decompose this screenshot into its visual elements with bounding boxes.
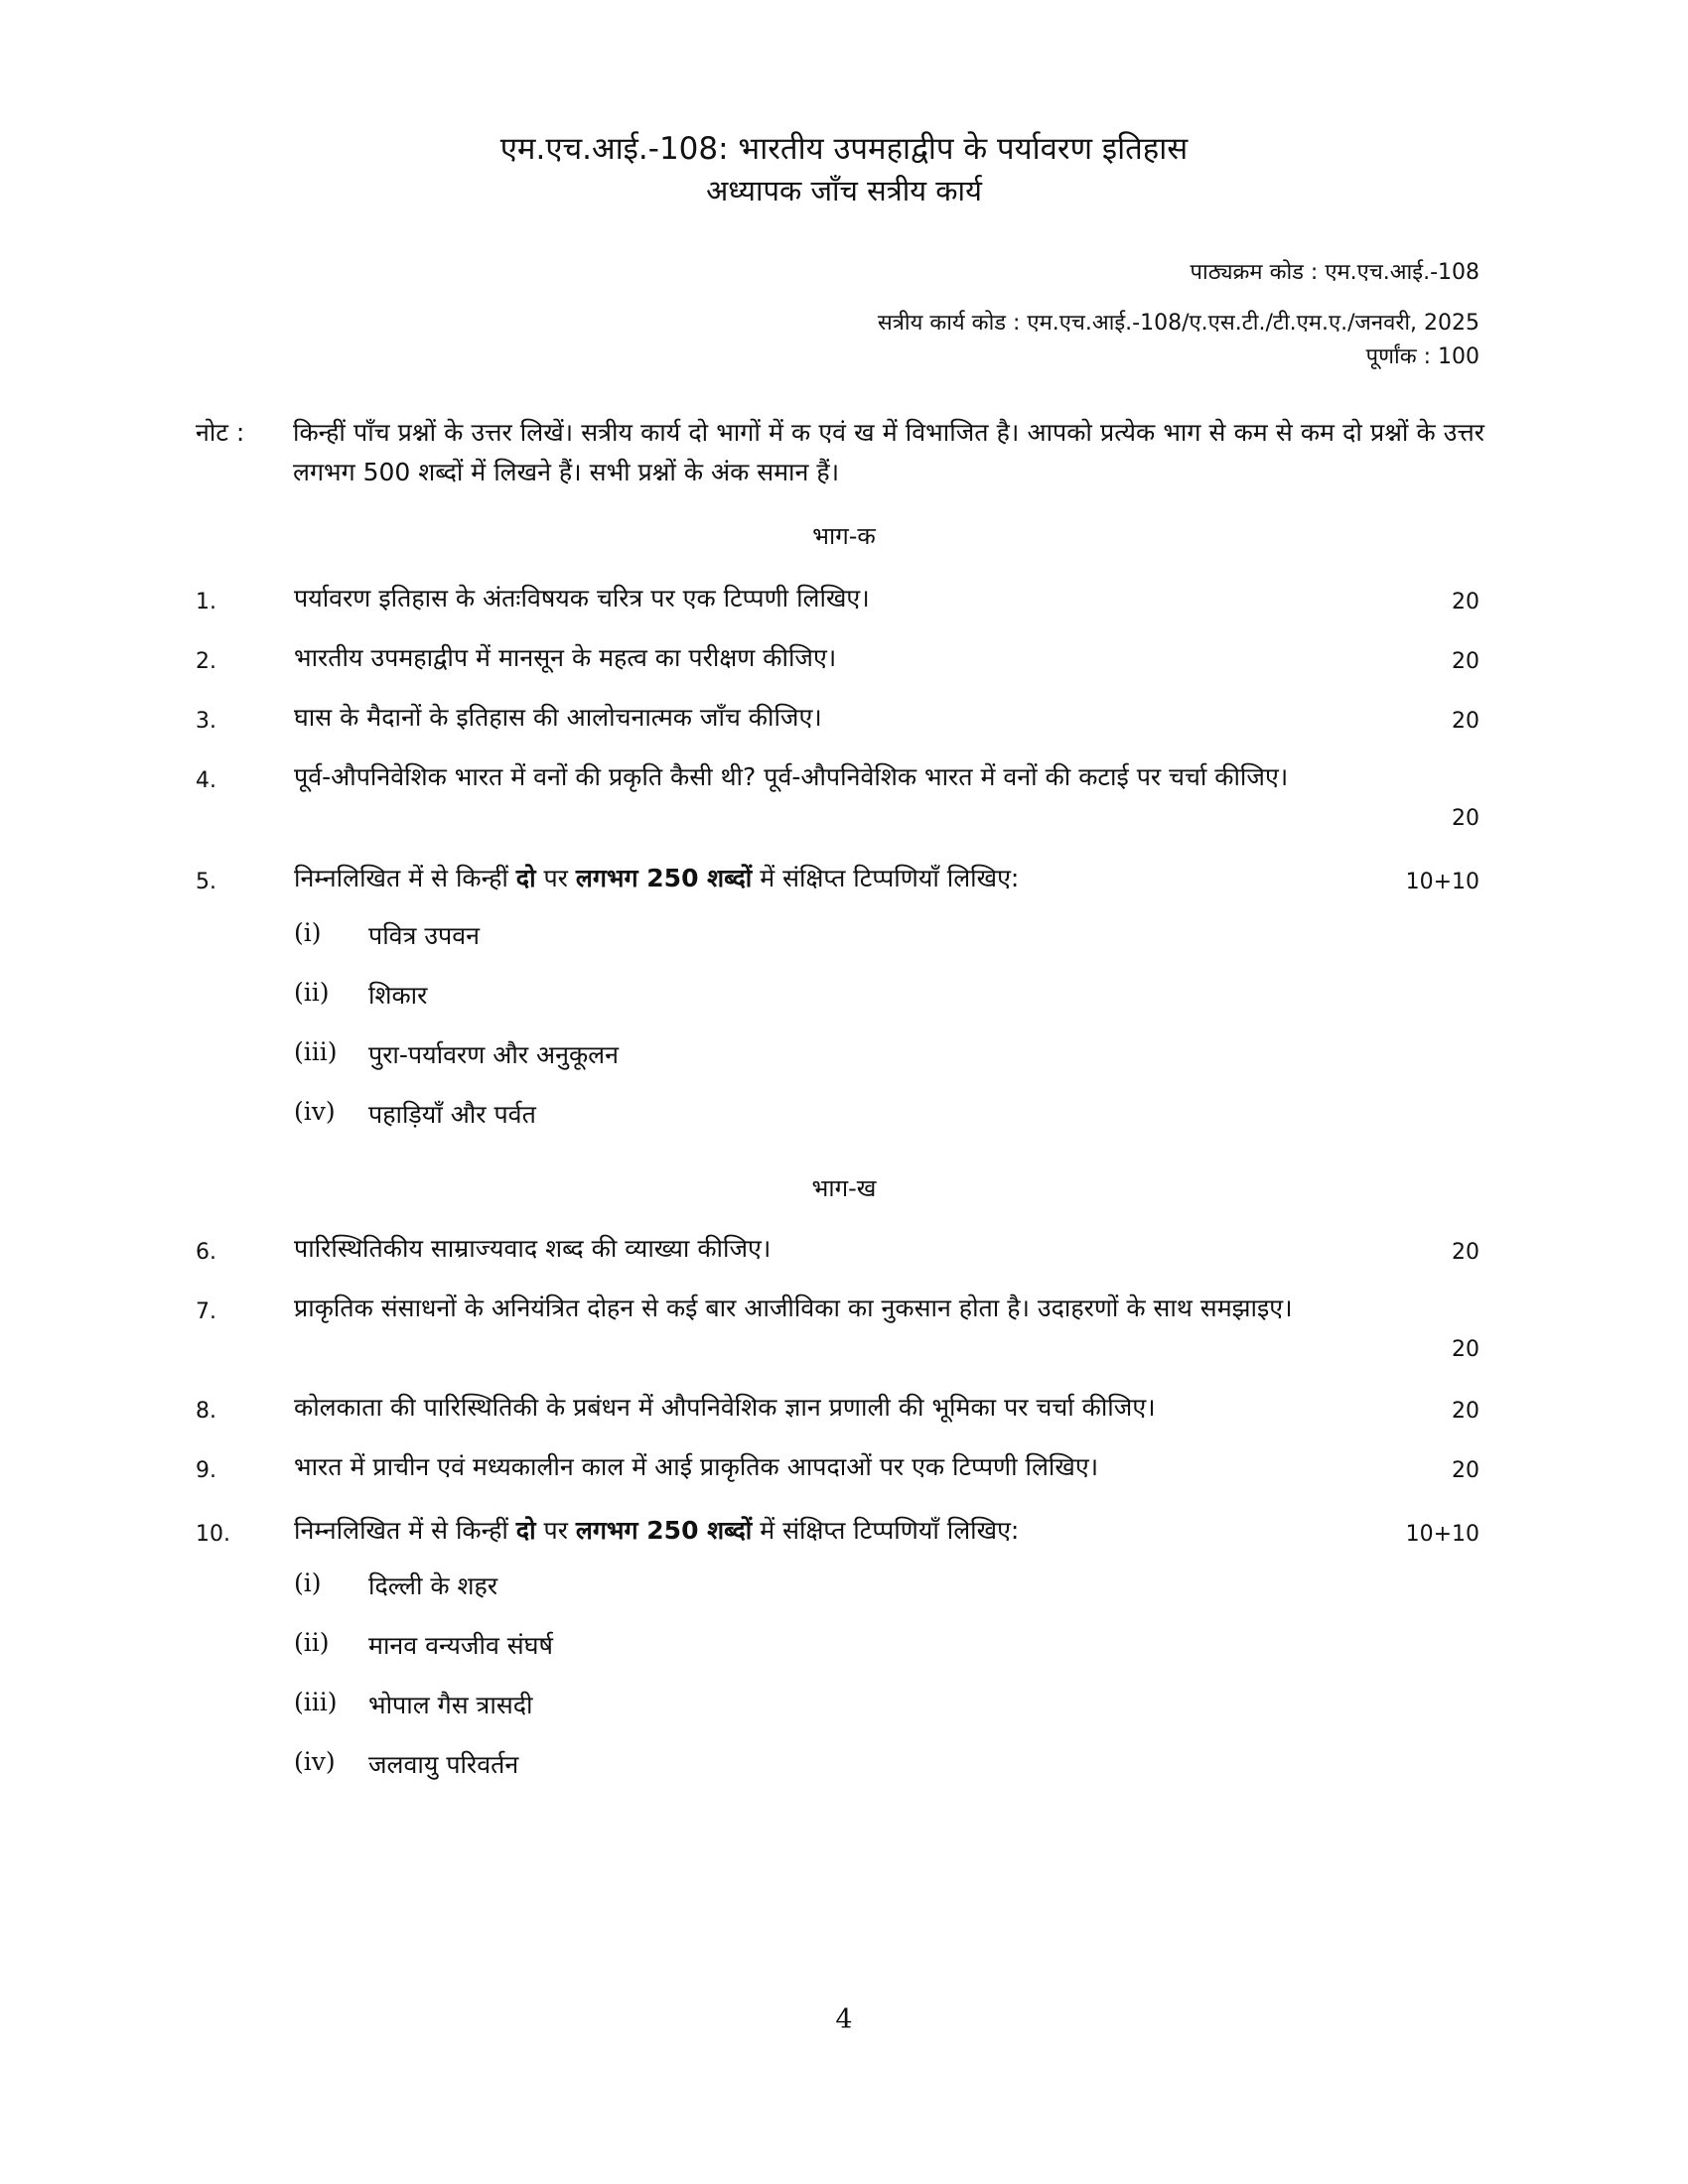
sub-item-text: दिल्ली के शहर (368, 1571, 498, 1600)
question-text-part: पर (543, 1516, 568, 1545)
question-marks: 20 (1452, 1240, 1479, 1265)
sub-item-number: (iii) (294, 1037, 338, 1066)
question-text: पर्यावरण इतिहास के अंतःविषयक चरित्र पर एक टिप्पणी लिखिए। (294, 584, 870, 613)
question-number: 4. (196, 768, 216, 793)
sub-item-text: शिकार (368, 981, 428, 1010)
question-text-bold: लगभग 250 शब्दों (575, 1516, 753, 1545)
sub-item-number: (ii) (294, 978, 330, 1007)
question-number: 2. (196, 649, 216, 674)
sub-item-number: (i) (294, 918, 322, 947)
question-text-bold: दो (515, 864, 536, 892)
question-text-bold: लगभग 250 शब्दों (575, 864, 753, 892)
sub-item-number: (iv) (294, 1097, 336, 1126)
question-text: घास के मैदानों के इतिहास की आलोचनात्मक जाँच कीजिए। (294, 703, 822, 732)
sub-item-text: पवित्र उपवन (368, 921, 480, 950)
question-text-part: निम्नलिखित में से किन्हीं (294, 1516, 508, 1545)
question-marks: 10+10 (1405, 870, 1479, 894)
course-code: पाठ्यक्रम कोड : एम.एच.आई.-108 (1190, 260, 1479, 285)
question-number: 6. (196, 1240, 216, 1265)
note-text: किन्हीं पाँच प्रश्नों के उत्तर लिखें। सत्रीय कार्य दो भागों में क एवं ख में विभाजित है। आपको प्रत्येक भाग से कम से कम दो प्रश्नों के उत्तर लगभग 500 शब्दों में लिखने हैं। सभी प्रश्नों के अंक समान हैं। (293, 418, 1484, 486)
question-text: पूर्व-औपनिवेशिक भारत में वनों की प्रकृति कैसी थी? पूर्व-औपनिवेशिक भारत में वनों की कटाई पर चर्चा कीजिए। (294, 762, 1289, 791)
section-a-heading: भाग-क (812, 522, 876, 550)
section-b-heading: भाग-ख (811, 1174, 877, 1202)
question-marks: 20 (1452, 806, 1479, 831)
question-number: 9. (196, 1458, 216, 1483)
max-marks: पूर्णांक : 100 (1365, 344, 1479, 369)
question-text-part: में संक्षिप्त टिप्पणियाँ लिखिए: (760, 864, 1020, 892)
question-number: 8. (196, 1399, 216, 1424)
sub-item-number: (i) (294, 1569, 322, 1597)
question-number: 1. (196, 590, 216, 614)
question-number: 3. (196, 709, 216, 734)
question-text (294, 859, 1426, 898)
question-number: 5. (196, 870, 216, 894)
question-marks: 10+10 (1405, 1522, 1479, 1547)
question-text-part: पर (543, 864, 568, 892)
note-label: नोट : (196, 418, 245, 447)
question-marks: 20 (1452, 1399, 1479, 1424)
question-number: 10. (196, 1522, 230, 1547)
sub-item-text: जलवायु परिवर्तन (368, 1750, 519, 1779)
question-text-bold: दो (515, 1516, 536, 1545)
page-number: 4 (835, 2004, 853, 2035)
question-number: 7. (196, 1299, 216, 1324)
question-text: भारतीय उपमहाद्वीप में मानसून के महत्व का परीक्षण कीजिए। (294, 643, 837, 672)
page-title: एम.एच.आई.-108: भारतीय उपमहाद्वीप के पर्यावरण इतिहास (499, 131, 1189, 167)
sub-item-number: (ii) (294, 1628, 330, 1657)
question-text-part: में संक्षिप्त टिप्पणियाँ लिखिए: (760, 1516, 1020, 1545)
question-marks: 20 (1452, 1337, 1479, 1362)
question-marks: 20 (1452, 709, 1479, 734)
sub-item-text: मानव वन्यजीव संघर्ष (368, 1631, 553, 1660)
question-text: भारत में प्राचीन एवं मध्यकालीन काल में आई प्राकृतिक आपदाओं पर एक टिप्पणी लिखिए। (294, 1452, 1099, 1481)
question-text: पारिस्थितिकीय साम्राज्यवाद शब्द की व्याख्या कीजिए। (294, 1234, 772, 1263)
page-subtitle: अध्यापक जाँच सत्रीय कार्य (706, 174, 982, 207)
question-text (294, 1511, 1426, 1551)
sub-item-text: पहाड़ियाँ और पर्वत (368, 1100, 536, 1129)
assignment-code: सत्रीय कार्य कोड : एम.एच.आई.-108/ए.एस.टी./टी.एम.ए./जनवरी, 2025 (877, 311, 1479, 336)
sub-item-text: भोपाल गैस त्रासदी (368, 1691, 533, 1719)
sub-item-number: (iii) (294, 1688, 338, 1716)
question-text: प्राकृतिक संसाधनों के अनियंत्रित दोहन से कई बार आजीविका का नुकसान होता है। उदाहरणों के साथ समझाइए। (294, 1294, 1293, 1322)
question-text-part: निम्नलिखित में से किन्हीं (294, 864, 508, 892)
sub-item-number: (iv) (294, 1747, 336, 1776)
question-text: कोलकाता की पारिस्थितिकी के प्रबंधन में औपनिवेशिक ज्ञान प्रणाली की भूमिका पर चर्चा कीजिए। (294, 1393, 1156, 1422)
question-marks: 20 (1452, 590, 1479, 614)
sub-item-text: पुरा-पर्यावरण और अनुकूलन (368, 1040, 619, 1069)
question-marks: 20 (1452, 649, 1479, 674)
question-marks: 20 (1452, 1458, 1479, 1483)
